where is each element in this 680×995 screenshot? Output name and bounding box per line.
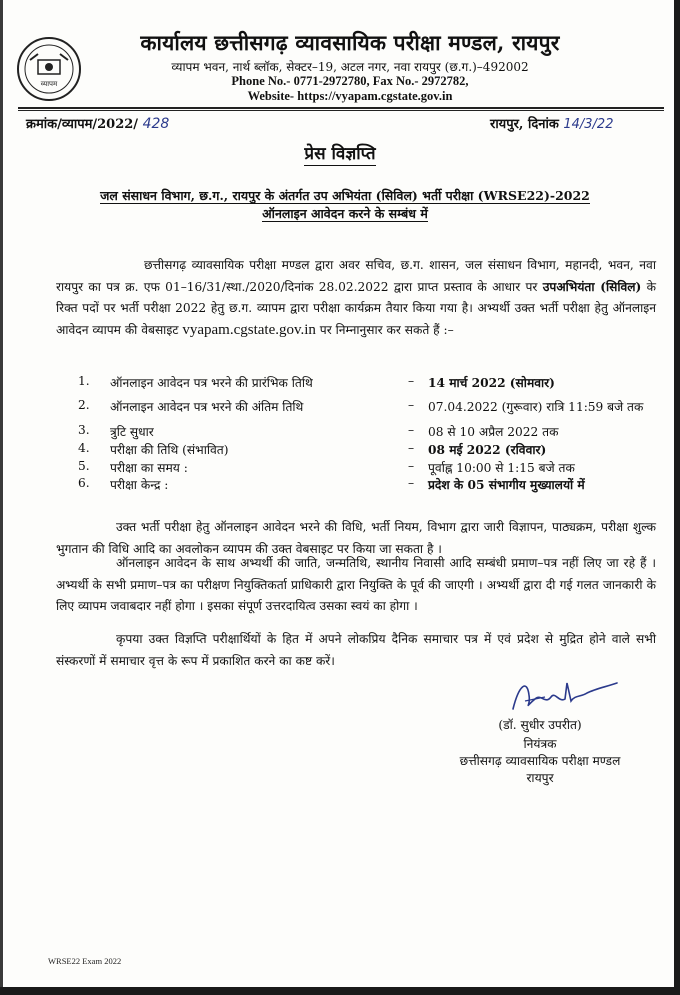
schedule-item-label: परीक्षा की तिथि (संभावित) [110,443,229,457]
schedule-item-value: 14 मार्च 2022 (सोमवार) [428,376,555,390]
document-title: प्रेस विज्ञप्ति [304,144,376,164]
schedule-item [78,374,668,392]
office-website: Website- https://vyapam.cgstate.gov.in [247,89,453,103]
date-handwritten-value: 14/3/22 [563,117,614,132]
reference-label: क्रमांक/व्यापम/2022/ [26,117,139,132]
schedule-item [78,398,668,416]
schedule-item [78,441,668,459]
signatory-city: रायपुर [526,771,554,785]
schedule-item-value: 08 मई 2022 (रविवार) [428,443,547,457]
schedule-item-dash: – [408,398,415,412]
schedule-item [78,423,668,441]
schedule-item-number: 6. [78,476,90,490]
footer-code: WRSE22 Exam 2022 [48,956,122,966]
header-rule-thin [18,110,664,111]
signature-scrawl-icon [505,675,625,715]
schedule-item-number: 1. [78,374,90,388]
schedule-item-label: परीक्षा का समय : [110,461,188,475]
subject-line-2: ऑनलाइन आवेदन करने के सम्बंध में [262,206,428,221]
schedule-item-value: 07.04.2022 (गुरूवार) रात्रि 11:59 बजे तक [428,400,644,414]
schedule-item-number: 5. [78,459,90,473]
reference-handwritten-number: 428 [142,116,170,132]
schedule-item-number: 4. [78,441,90,455]
schedule-item-dash: – [408,423,415,437]
schedule-item [78,476,668,494]
schedule-item-number: 3. [78,423,90,437]
signatory-name: (डॉ. सुधीर उपरीत) [498,718,582,732]
website-link: vyapam.cgstate.gov.in [182,321,316,338]
schedule-item-number: 2. [78,398,90,412]
schedule-item [78,459,668,477]
paragraph-application-info: उक्त भर्ती परीक्षा हेतु ऑनलाइन आवेदन भरने की विधि, भर्ती नियम, विभाग द्वारा जारी विज्ञापन, पाठ्यक्रम, परीक्षा शुल्क भुगतान की विधि आदि का अवलोकन व्यापम की उक्त वेबसाइट पर किया जा सकता है । [56,520,656,556]
schedule-item-dash: – [408,441,415,455]
schedule-item-dash: – [408,476,415,490]
office-phone: Phone No.- 0771-2972780, Fax No.- 2972782, [231,74,469,88]
office-title: कार्यालय छत्तीसगढ़ व्यावसायिक परीक्षा मण्डल, रायपुर [140,30,560,55]
schedule-item-label: ऑनलाइन आवेदन पत्र भरने की अंतिम तिथि [110,400,304,414]
signatory-organization: छत्तीसगढ़ व्यावसायिक परीक्षा मण्डल [459,754,621,768]
schedule-item-value: पूर्वाह्न 10:00 से 1:15 बजे तक [428,461,575,475]
schedule-item-label: ऑनलाइन आवेदन पत्र भरने की प्रारंभिक तिथि [110,376,313,390]
reference-number [26,114,169,132]
paragraph-certificates: ऑनलाइन आवेदन के साथ अभ्यर्थी की जाति, जन्मतिथि, स्थानीय निवासी आदि सम्बंधी प्रमाण–पत्र नहीं लिए जा रहे हैं । अभ्यर्थी के सभी प्रमाण–पत्र का परीक्षण नियुक्तिकर्ता प्राधिकारी द्वारा नियुक्ति के पूर्व की जाएगी । अभ्यर्थी द्वारा दी गई गलत जानकारी के लिए व्यापम जवाबदार नहीं होगा । इसका संपूर्ण उत्तरदायित्व उसका स्वयं का होगा । [56,556,656,613]
logo-caption: व्यापम [40,80,58,88]
vyapam-logo-icon [16,36,82,102]
schedule-item-label: परीक्षा केन्द्र : [110,478,169,492]
schedule-item-value: प्रदेश के 05 संभागीय मुख्यालयों में [428,478,585,492]
schedule-item-value: 08 से 10 अप्रैल 2022 तक [428,425,559,439]
date-label: रायपुर, दिनांक [490,117,559,132]
signatory-designation: नियंत्रक [523,737,557,751]
scan-edge-bottom [0,987,680,995]
issue-date [490,114,613,132]
paragraph-intro: छत्तीसगढ़ व्यावसायिक परीक्षा मण्डल द्वारा अवर सचिव, छ.ग. शासन, जल संसाधन विभाग, महानदी, भवन, नवा रायपुर का पत्र क्र. एफ 01–16/31/स्था./2020/दिनांक 28.02.2022 द्वारा प्राप्त प्रस्ताव के आधार पर उपअभियंता (सिविल) के रिक्त पदों पर भर्ती परीक्षा 2022 हेतु छ.ग. व्यापम द्वारा परीक्षा कार्यक्रम तैयार किया गया है। अभ्यर्थी उक्त भर्ती परीक्षा हेतु ऑनलाइन आवेदन व्यापम की वेबसाइट vyapam.cgstate.gov.in पर निम्नानुसार कर सकते हैं :– [56,258,656,338]
schedule-item-dash: – [408,459,415,473]
subject-line-1: जल संसाधन विभाग, छ.ग., रायपुर के अंतर्गत उप अभियंता (सिविल) भर्ती परीक्षा (WRSE22)-2022 [100,188,590,203]
schedule-item-label: त्रुटि सुधार [110,425,154,439]
schedule-item-dash: – [408,374,415,388]
header-rule [18,107,664,109]
paragraph-publish-request: कृपया उक्त विज्ञप्ति परीक्षार्थियों के हित में अपने लोकप्रिय दैनिक समाचार पत्र में एवं प्रदेश से मुद्रित होने वाले सभी संस्करणों में समाचार वृत्त के रूप में प्रकाशित करने का कष्ट करें। [56,632,656,668]
office-address: व्यापम भवन, नार्थ ब्लॉक, सेक्टर–19, अटल नगर, नवा रायपुर (छ.ग.)–492002 [171,60,529,74]
